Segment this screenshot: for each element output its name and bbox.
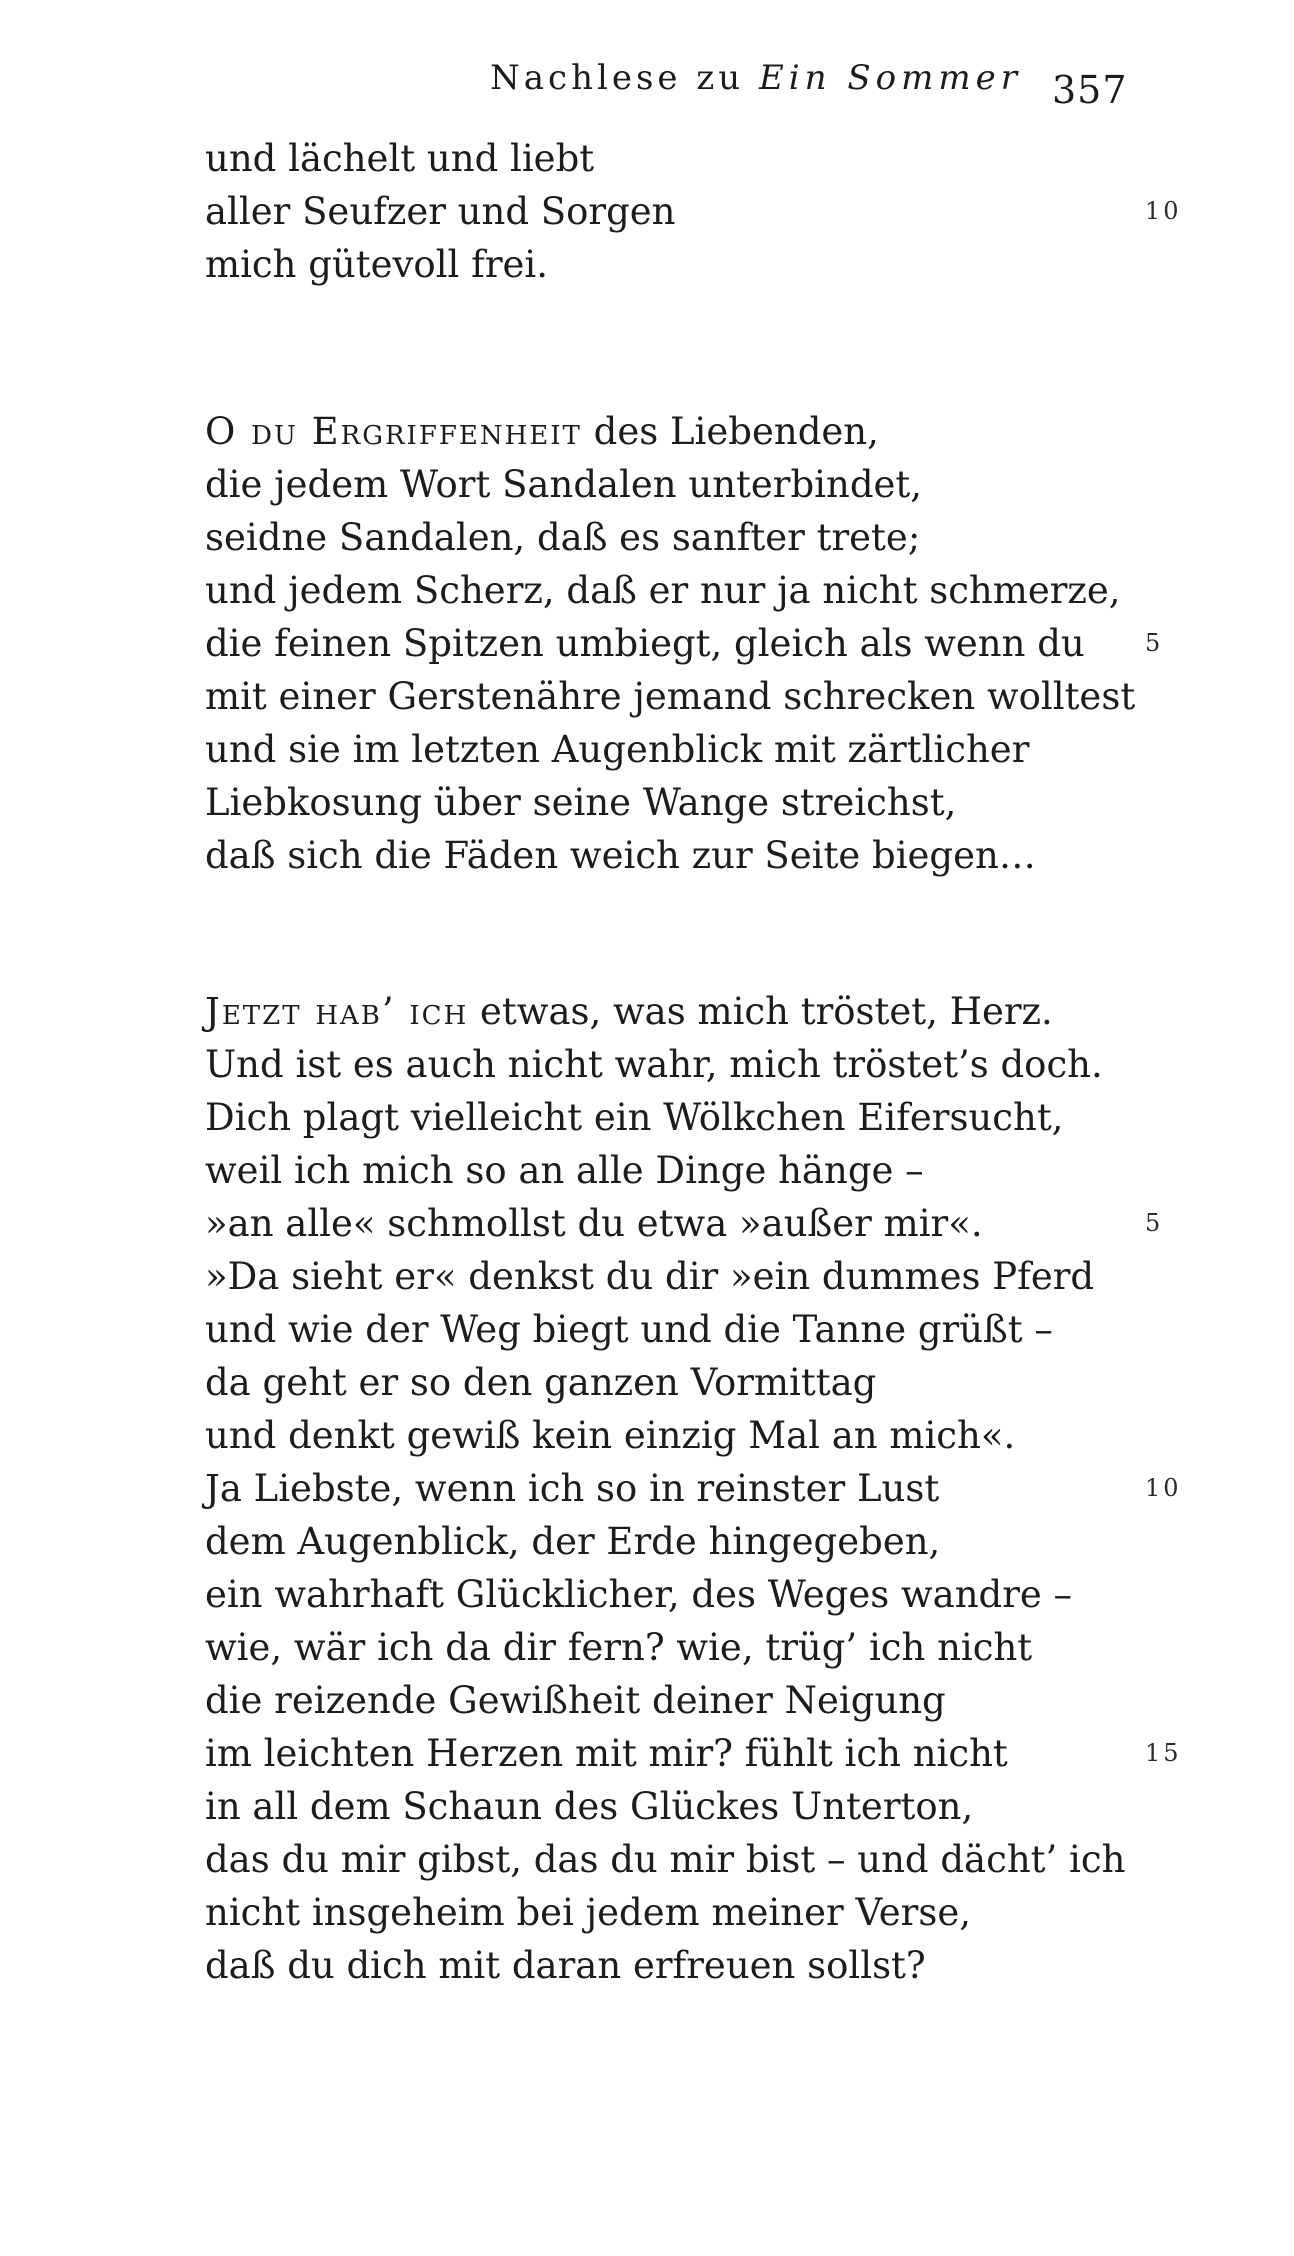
verse-line: »Da sieht er« denkst du dir »ein dummes Pferd bbox=[205, 1255, 1095, 1298]
running-head bbox=[490, 48, 1022, 108]
verse-line: weil ich mich so an alle Dinge hänge – bbox=[205, 1149, 924, 1192]
verse-line: Und ist es auch nicht wahr, mich tröstet’s doch. bbox=[205, 1043, 1103, 1086]
verse-line: in all dem Schaun des Glückes Unterton, bbox=[205, 1785, 974, 1828]
verse-incipit-small-caps: O du Ergriffenheit bbox=[205, 410, 582, 453]
verse-line: die reizende Gewißheit deiner Neigung bbox=[205, 1679, 946, 1722]
verse-line: aller Seufzer und Sorgen bbox=[205, 190, 676, 233]
verse-line: Liebkosung über seine Wange streichst, bbox=[205, 781, 957, 824]
page-number: 357 bbox=[1052, 68, 1128, 112]
verse-line: da geht er so den ganzen Vormittag bbox=[205, 1361, 877, 1404]
verse-line: »an alle« schmollst du etwa »außer mir«. bbox=[205, 1202, 983, 1245]
poem-jetzt-hab-ich bbox=[205, 985, 1125, 1992]
poem-ergriffenheit bbox=[205, 405, 1135, 882]
verse-line: Ja Liebste, wenn ich so in reinster Lust bbox=[205, 1467, 940, 1510]
verse-line: daß du dich mit daran erfreuen sollst? bbox=[205, 1944, 926, 1987]
verse-line: wie, wär ich da dir fern? wie, trüg’ ich nicht bbox=[205, 1626, 1033, 1669]
verse-line: und lächelt und liebt bbox=[205, 137, 595, 180]
verse-line: ein wahrhaft Glücklicher, des Weges wandre – bbox=[205, 1573, 1073, 1616]
verse-line: die feinen Spitzen umbiegt, gleich als wenn du bbox=[205, 622, 1085, 665]
line-number: 15 bbox=[1145, 1739, 1182, 1767]
verse-line: und denkt gewiß kein einzig Mal an mich«. bbox=[205, 1414, 1016, 1457]
verse-line: das du mir gibst, das du mir bist – und dächt’ ich bbox=[205, 1838, 1126, 1881]
poem-fragment-continuation bbox=[205, 132, 676, 291]
line-number: 10 bbox=[1145, 1474, 1182, 1502]
verse-line: dem Augenblick, der Erde hingegeben, bbox=[205, 1520, 941, 1563]
line-number: 5 bbox=[1145, 1209, 1164, 1237]
verse-line: die jedem Wort Sandalen unterbindet, bbox=[205, 463, 923, 506]
verse-line-first bbox=[205, 405, 1135, 458]
verse-line: nicht insgeheim bei jedem meiner Verse, bbox=[205, 1891, 971, 1934]
verse-line-rest: des Liebenden, bbox=[581, 410, 879, 453]
verse-incipit-small-caps: Jetzt hab’ ich bbox=[205, 990, 469, 1033]
line-number: 10 bbox=[1145, 197, 1182, 225]
verse-line-first bbox=[205, 985, 1125, 1038]
running-head-prefix: Nachlese zu bbox=[490, 58, 745, 98]
verse-line: daß sich die Fäden weich zur Seite biegen… bbox=[205, 834, 1036, 877]
verse-line: mit einer Gerstenähre jemand schrecken wolltest bbox=[205, 675, 1136, 718]
verse-line: und jedem Scherz, daß er nur ja nicht schmerze, bbox=[205, 569, 1121, 612]
verse-line: im leichten Herzen mit mir? fühlt ich nicht bbox=[205, 1732, 1008, 1775]
verse-line: seidne Sandalen, daß es sanfter trete; bbox=[205, 516, 921, 559]
verse-line: mich gütevoll frei. bbox=[205, 243, 548, 286]
verse-line: Dich plagt vielleicht ein Wölkchen Eifersucht, bbox=[205, 1096, 1064, 1139]
running-head-work-title: Ein Sommer bbox=[758, 58, 1022, 98]
verse-line: und sie im letzten Augenblick mit zärtlicher bbox=[205, 728, 1030, 771]
verse-line: und wie der Weg biegt und die Tanne grüßt – bbox=[205, 1308, 1053, 1351]
line-number: 5 bbox=[1145, 629, 1164, 657]
verse-line-rest: etwas, was mich tröstet, Herz. bbox=[468, 990, 1053, 1033]
